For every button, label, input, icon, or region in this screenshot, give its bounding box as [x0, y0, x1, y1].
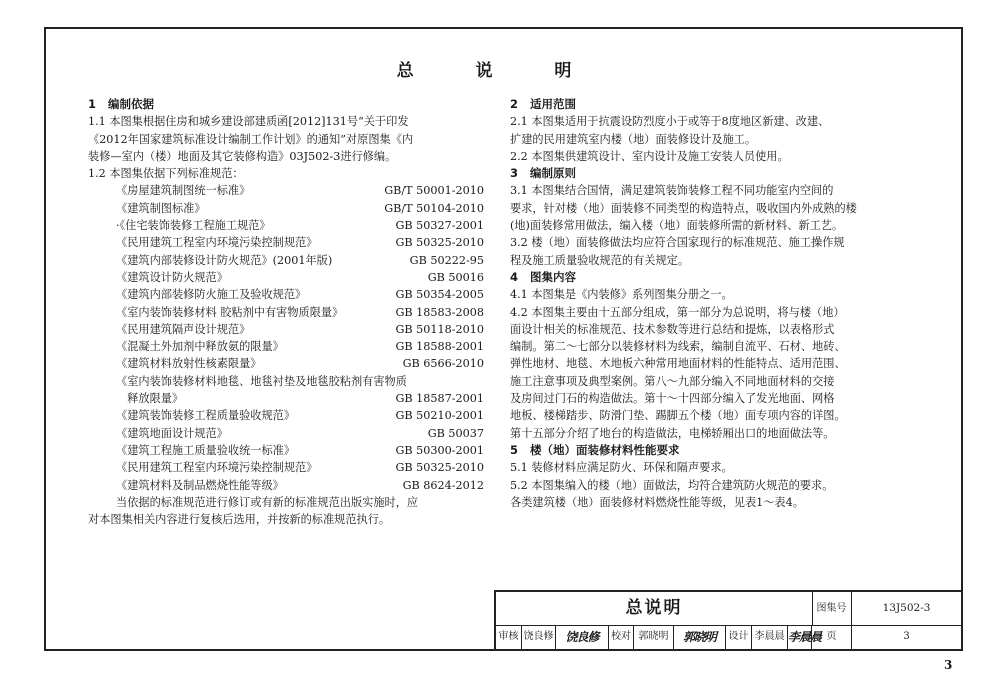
standard-name: 《建筑制图标准》: [116, 201, 206, 215]
check-label: 校对: [608, 625, 634, 649]
closing-line: 当依据的标准规范进行修订或有新的标准规范出版实施时，应: [116, 495, 419, 509]
section-5-line: 各类建筑楼（地）面装修材料燃烧性能等级，见表1～表4。: [510, 495, 804, 509]
section-2-line: 2.1 本图集适用于抗震设防烈度小于或等于8度地区新建、改建、: [510, 115, 830, 129]
check-signature: 郭晓明: [674, 625, 726, 649]
section-number: 1: [88, 97, 97, 111]
standard-row: [88, 200, 484, 217]
section-3-line: (地)面装修常用做法，编入楼（地）面装修所需的新材料、新工艺。: [510, 219, 844, 233]
section-3-line: 程及施工质量验收规范的有关规定。: [510, 253, 690, 267]
title-block: [494, 590, 961, 649]
standard-row: [88, 477, 484, 494]
standard-code: GB 8624-2012: [402, 478, 484, 492]
section-number: 5: [510, 442, 519, 457]
section-4-line: 4.1 本图集是《内装修》系列图集分册之一。: [510, 288, 733, 302]
standard-name: 《民用建筑工程室内环境污染控制规范》: [116, 461, 318, 475]
section-number: 2: [510, 97, 519, 111]
standard-row: [88, 286, 484, 303]
section-4-line: 面设计相关的标准规范、技术参数等进行总结和提炼，以表格形式: [510, 322, 835, 336]
standard-row: [88, 182, 484, 199]
section-title: 适用范围: [530, 97, 576, 111]
standard-code: GB 50016: [427, 270, 484, 284]
standard-code: GB 18588-2001: [395, 340, 484, 354]
left-column: [88, 96, 484, 528]
section-3-line: 要求，针对楼（地）面装修不同类型的构造特点，吸收国内外成熟的楼: [510, 201, 857, 215]
paragraph-1-1-line: 1.1 本图集根据住房和城乡建设部建质函[2012]131号“关于印发: [88, 115, 409, 129]
standard-code: GB 18583-2008: [395, 305, 484, 319]
section-3-line: 3.1 本图集结合国情，满足建筑装饰装修工程不同功能室内空间的: [510, 184, 834, 198]
standard-code: GB 50354-2005: [395, 288, 484, 302]
standard-code: GB 50118-2010: [395, 322, 484, 336]
standard-name: 《房屋建筑制图统一标准》: [116, 184, 251, 198]
section-heading-1: [88, 96, 484, 113]
standard-name: 《建筑装饰装修工程质量验收规范》: [116, 409, 296, 423]
standard-name: 《建筑材料放射性核素限量》: [116, 357, 262, 371]
design-label: 设计: [726, 625, 752, 649]
section-4-line: 第十五部分介绍了地台的构造做法，电梯轿厢出口的地面做法等。: [510, 426, 835, 440]
paragraph-1-2: 1.2 本图集依据下列标准规范：: [88, 167, 244, 181]
standard-name: 《室内装饰装修材料地毯、地毯衬垫及地毯胶粘剂有害物质: [116, 374, 407, 388]
atlas-number-value: 13J502-3: [882, 602, 931, 614]
section-4-line: 4.2 本图集主要由十五部分组成，第一部分为总说明，将与楼（地）: [510, 305, 845, 319]
page-number: 3: [944, 658, 953, 672]
section-4-line: 施工注意事项及典型案例。第八～九部分编入不同地面材料的交接: [510, 374, 835, 388]
standard-row: [88, 355, 484, 372]
section-4-line: 弹性地材、地毯、木地板六种常用地面材料的性能特点、适用范围、: [510, 357, 846, 371]
review-name: 饶良修: [522, 625, 556, 649]
section-4-line: 地板、楼梯踏步、防滑门垫、踢脚五个楼（地）面专项内容的详图。: [510, 409, 846, 423]
standard-name: 《民用建筑工程室内环境污染控制规范》: [116, 236, 318, 250]
paragraph-1-1-line: 《2012年国家建筑标准设计编制工作计划》的通知”对原图集《内: [88, 132, 414, 146]
paragraph-1-1-line: 装修—室内（楼）地面及其它装修构造》03J502-3进行修编。: [88, 149, 397, 163]
standard-name: 《建筑地面设计规范》: [116, 426, 228, 440]
standard-name: ·《住宅装饰装修工程施工规范》: [116, 219, 271, 233]
standard-name: 《建筑内部装修设计防火规范》(2001年版): [116, 253, 333, 267]
section-title: 编制依据: [108, 97, 154, 111]
section-4-line: 编制。第二～七部分以装修材料为线索，编制自流平、石材、地砖、: [510, 340, 846, 354]
standard-row: [88, 217, 484, 234]
section-heading-3: [510, 165, 895, 182]
standards-list: [88, 182, 484, 493]
title-block-top-row: [496, 592, 961, 626]
drawing-name: 总说明: [496, 592, 813, 625]
section-4-line: 及房间过门石的构造做法。第十～十四部分编入了发光地面、网格: [510, 392, 835, 406]
section-2-line: 2.2 本图集供建筑设计、室内设计及施工安装人员使用。: [510, 149, 789, 163]
standard-code: GB 50325-2010: [395, 461, 484, 475]
standard-code: GB 50327-2001: [395, 219, 484, 233]
standard-code: GB/T 50001-2010: [384, 184, 484, 198]
section-5-line: 5.1 装修材料应满足防火、环保和隔声要求。: [510, 461, 733, 475]
standard-row: [88, 252, 484, 269]
standard-row: [88, 234, 484, 251]
review-label: 审核: [496, 625, 522, 649]
page-label: 页: [812, 625, 852, 649]
section-number: 3: [510, 166, 519, 181]
standard-name: 《室内装饰装修材料 胶粘剂中有害物质限量》: [116, 305, 344, 319]
design-name: 李晨晨: [752, 625, 788, 649]
standard-code: GB 18587-2001: [395, 392, 484, 406]
standard-code: GB 50210-2001: [395, 409, 484, 423]
standard-code: GB 50325-2010: [395, 236, 484, 250]
section-heading-4: [510, 269, 895, 286]
section-2-line: 扩建的民用建筑室内楼（地）面装修设计及施工。: [510, 132, 757, 146]
standard-name: 《混凝土外加剂中释放氨的限量》: [116, 340, 284, 354]
standard-name: 释放限量》: [116, 392, 184, 406]
section-heading-2: [510, 96, 895, 113]
section-title: 图集内容: [530, 269, 576, 284]
standard-name: 《建筑材料及制品燃烧性能等级》: [116, 478, 284, 492]
standard-row: [88, 373, 484, 390]
closing-line: 对本图集相关内容进行复核后选用，并按新的标准规范执行。: [88, 513, 391, 527]
standard-row: [88, 304, 484, 321]
standard-code: GB/T 50104-2010: [384, 201, 484, 215]
standard-row: [88, 269, 484, 286]
right-column: [510, 96, 895, 511]
section-5-line: 5.2 本图集编入的楼（地）面做法，均符合建筑防火规范的要求。: [510, 478, 834, 492]
standard-name: 《建筑工程施工质量验收统一标准》: [116, 443, 296, 457]
section-title: 楼（地）面装修材料性能要求: [530, 442, 680, 457]
standard-code: GB 50300-2001: [395, 443, 484, 457]
standard-name: 《建筑内部装修防火施工及验收规范》: [116, 288, 307, 302]
standard-row: [88, 338, 484, 355]
section-title: 编制原则: [530, 166, 576, 181]
title-block-bottom-row: [496, 625, 961, 649]
standard-row: [88, 321, 484, 338]
standard-name: 《民用建筑隔声设计规范》: [116, 322, 251, 336]
section-heading-5: [510, 442, 895, 459]
standard-code: GB 50037: [427, 426, 484, 440]
review-signature: 饶良修: [565, 630, 599, 644]
standard-name: 《建筑设计防火规范》: [116, 270, 228, 284]
section-3-line: 3.2 楼（地）面装修做法均应符合国家现行的标准规范、施工操作规: [510, 236, 845, 250]
standard-code: GB 6566-2010: [402, 357, 484, 371]
check-name: 郭晓明: [634, 625, 674, 649]
page-value: 3: [903, 631, 910, 642]
atlas-number-label: 图集号: [812, 592, 852, 625]
standard-row: [88, 407, 484, 424]
page-title: 总 说 明: [396, 61, 600, 81]
standard-row: [88, 442, 484, 459]
standard-code: GB 50222-95: [409, 253, 484, 267]
standard-row: [88, 425, 484, 442]
standard-row: [88, 459, 484, 476]
standard-row: [88, 390, 484, 407]
section-number: 4: [510, 269, 519, 284]
design-signature: 李晨晨: [788, 625, 812, 649]
